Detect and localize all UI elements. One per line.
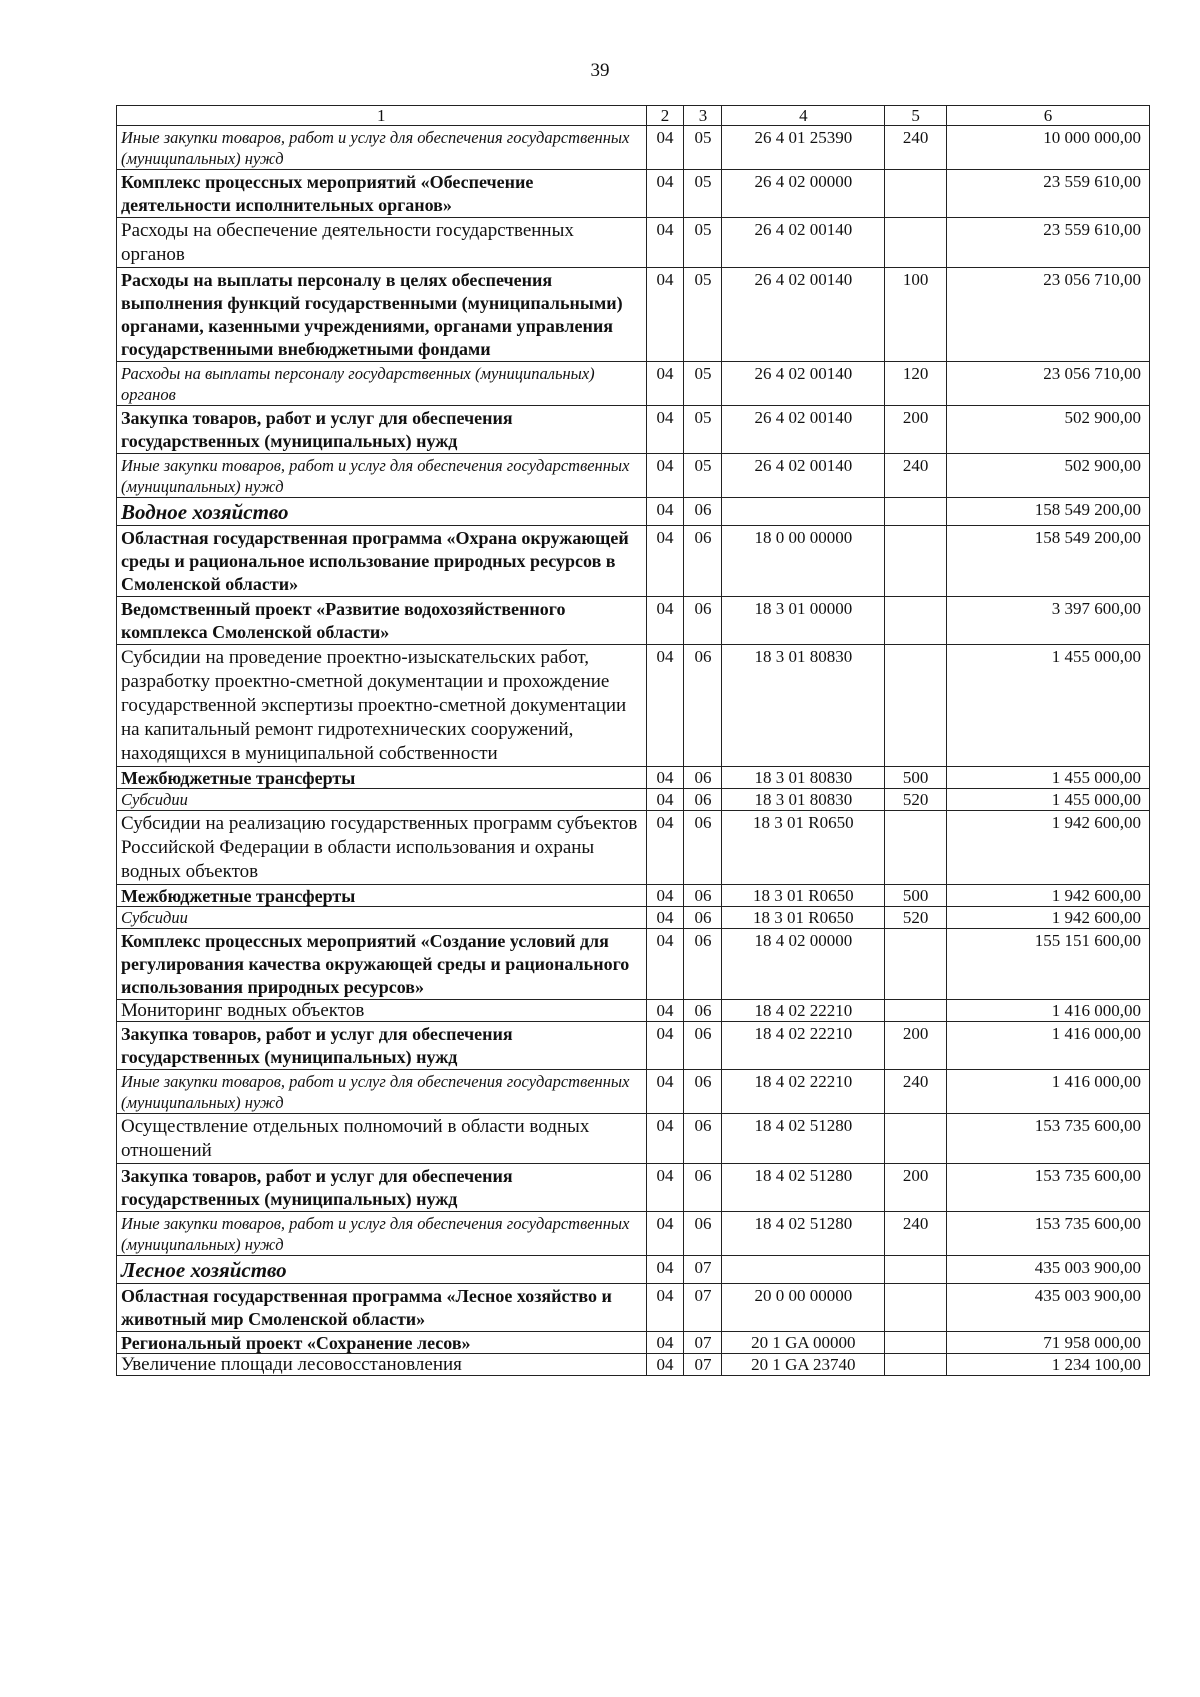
amount-cell: 1 455 000,00 <box>947 645 1150 767</box>
row-name-cell: Комплекс процессных мероприятий «Создание условий для регулирования качества окружающей среды и рационального использования природных ресурсов» <box>117 929 647 1000</box>
target-article-cell: 18 4 02 51280 <box>722 1164 885 1212</box>
subsection-code-cell: 07 <box>684 1332 722 1354</box>
target-article-cell: 26 4 02 00140 <box>722 362 885 406</box>
table-row <box>117 1000 1150 1022</box>
section-code-cell: 04 <box>646 268 684 362</box>
amount-cell: 502 900,00 <box>947 454 1150 498</box>
expense-type-cell: 100 <box>885 268 947 362</box>
row-name-cell: Закупка товаров, работ и услуг для обеспечения государственных (муниципальных) нужд <box>117 1022 647 1070</box>
expense-type-cell: 240 <box>885 1070 947 1114</box>
table-row <box>117 218 1150 268</box>
target-article-cell: 18 4 02 22210 <box>722 1070 885 1114</box>
amount-cell: 1 416 000,00 <box>947 1000 1150 1022</box>
table-row <box>117 362 1150 406</box>
table-row <box>117 126 1150 170</box>
section-code-cell: 04 <box>646 126 684 170</box>
section-code-cell: 04 <box>646 929 684 1000</box>
subsection-code-cell: 06 <box>684 1070 722 1114</box>
target-article-cell <box>722 498 885 526</box>
amount-cell: 158 549 200,00 <box>947 498 1150 526</box>
subsection-code-cell: 06 <box>684 1114 722 1164</box>
subsection-code-cell: 06 <box>684 597 722 645</box>
expense-type-cell <box>885 526 947 597</box>
page-number: 39 <box>590 60 610 81</box>
expense-type-cell: 200 <box>885 1022 947 1070</box>
expense-type-cell <box>885 1332 947 1354</box>
table-row <box>117 526 1150 597</box>
section-code-cell: 04 <box>646 1284 684 1332</box>
subsection-code-cell: 06 <box>684 767 722 789</box>
target-article-cell: 18 3 01 R0650 <box>722 811 885 885</box>
section-code-cell: 04 <box>646 767 684 789</box>
table-row <box>117 907 1150 929</box>
table-row <box>117 597 1150 645</box>
target-article-cell: 18 0 00 00000 <box>722 526 885 597</box>
target-article-cell: 18 3 01 80830 <box>722 767 885 789</box>
expense-type-cell <box>885 1000 947 1022</box>
expense-type-cell <box>885 811 947 885</box>
amount-cell: 155 151 600,00 <box>947 929 1150 1000</box>
amount-cell: 1 416 000,00 <box>947 1022 1150 1070</box>
target-article-cell: 26 4 02 00140 <box>722 268 885 362</box>
column-header: 1 <box>117 106 647 126</box>
section-code-cell: 04 <box>646 1000 684 1022</box>
amount-cell: 23 056 710,00 <box>947 268 1150 362</box>
subsection-code-cell: 07 <box>684 1256 722 1284</box>
expense-type-cell: 240 <box>885 454 947 498</box>
row-name-cell: Субсидии <box>117 789 647 811</box>
subsection-code-cell: 06 <box>684 1000 722 1022</box>
row-name-cell: Закупка товаров, работ и услуг для обеспечения государственных (муниципальных) нужд <box>117 406 647 454</box>
row-name-cell: Расходы на выплаты персоналу государственных (муниципальных) органов <box>117 362 647 406</box>
target-article-cell: 26 4 02 00140 <box>722 454 885 498</box>
target-article-cell: 26 4 02 00140 <box>722 406 885 454</box>
target-article-cell: 18 4 02 22210 <box>722 1022 885 1070</box>
table-row <box>117 767 1150 789</box>
row-name-cell: Иные закупки товаров, работ и услуг для обеспечения государственных (муниципальных) нужд <box>117 1070 647 1114</box>
table-row <box>117 1332 1150 1354</box>
amount-cell: 23 559 610,00 <box>947 218 1150 268</box>
section-code-cell: 04 <box>646 454 684 498</box>
amount-cell: 23 056 710,00 <box>947 362 1150 406</box>
subsection-code-cell: 06 <box>684 811 722 885</box>
subsection-code-cell: 05 <box>684 268 722 362</box>
expense-type-cell <box>885 1256 947 1284</box>
section-code-cell: 04 <box>646 1354 684 1376</box>
target-article-cell: 18 3 01 00000 <box>722 597 885 645</box>
expense-type-cell <box>885 498 947 526</box>
subsection-code-cell: 06 <box>684 645 722 767</box>
expense-type-cell: 240 <box>885 1212 947 1256</box>
target-article-cell: 18 4 02 00000 <box>722 929 885 1000</box>
table-row <box>117 1022 1150 1070</box>
amount-cell: 10 000 000,00 <box>947 126 1150 170</box>
section-code-cell: 04 <box>646 907 684 929</box>
target-article-cell: 18 4 02 22210 <box>722 1000 885 1022</box>
row-name-cell: Областная государственная программа «Лесное хозяйство и животный мир Смоленской области» <box>117 1284 647 1332</box>
section-code-cell: 04 <box>646 597 684 645</box>
row-name-cell: Водное хозяйство <box>117 498 647 526</box>
subsection-code-cell: 05 <box>684 218 722 268</box>
row-name-cell: Закупка товаров, работ и услуг для обеспечения государственных (муниципальных) нужд <box>117 1164 647 1212</box>
subsection-code-cell: 07 <box>684 1354 722 1376</box>
row-name-cell: Межбюджетные трансферты <box>117 767 647 789</box>
amount-cell: 153 735 600,00 <box>947 1114 1150 1164</box>
subsection-code-cell: 07 <box>684 1284 722 1332</box>
row-name-cell: Ведомственный проект «Развитие водохозяйственного комплекса Смоленской области» <box>117 597 647 645</box>
column-header: 2 <box>646 106 684 126</box>
expense-type-cell <box>885 170 947 218</box>
target-article-cell <box>722 1256 885 1284</box>
subsection-code-cell: 05 <box>684 362 722 406</box>
section-code-cell: 04 <box>646 1022 684 1070</box>
subsection-code-cell: 06 <box>684 907 722 929</box>
amount-cell: 435 003 900,00 <box>947 1256 1150 1284</box>
expense-type-cell: 500 <box>885 885 947 907</box>
table-row <box>117 885 1150 907</box>
expense-type-cell <box>885 1284 947 1332</box>
row-name-cell: Субсидии на проведение проектно-изыскательских работ, разработку проектно-сметной документации и прохождение государственной экспертизы проектно-сметной документации на капитальный ремонт гидротехнических сооружений, находящихся в муниципальной собственности <box>117 645 647 767</box>
amount-cell: 502 900,00 <box>947 406 1150 454</box>
section-code-cell: 04 <box>646 498 684 526</box>
table-row <box>117 929 1150 1000</box>
amount-cell: 435 003 900,00 <box>947 1284 1150 1332</box>
row-name-cell: Иные закупки товаров, работ и услуг для обеспечения государственных (муниципальных) нужд <box>117 1212 647 1256</box>
section-code-cell: 04 <box>646 1332 684 1354</box>
expense-type-cell: 520 <box>885 789 947 811</box>
target-article-cell: 26 4 02 00000 <box>722 170 885 218</box>
subsection-code-cell: 06 <box>684 1022 722 1070</box>
amount-cell: 71 958 000,00 <box>947 1332 1150 1354</box>
row-name-cell: Осуществление отдельных полномочий в области водных отношений <box>117 1114 647 1164</box>
section-code-cell: 04 <box>646 218 684 268</box>
row-name-cell: Увеличение площади лесовосстановления <box>117 1354 647 1376</box>
expense-type-cell: 200 <box>885 406 947 454</box>
table-row <box>117 498 1150 526</box>
subsection-code-cell: 05 <box>684 170 722 218</box>
section-code-cell: 04 <box>646 1114 684 1164</box>
expense-type-cell <box>885 645 947 767</box>
column-header: 5 <box>885 106 947 126</box>
row-name-cell: Региональный проект «Сохранение лесов» <box>117 1332 647 1354</box>
row-name-cell: Расходы на обеспечение деятельности государственных органов <box>117 218 647 268</box>
amount-cell: 1 455 000,00 <box>947 789 1150 811</box>
column-header: 4 <box>722 106 885 126</box>
subsection-code-cell: 06 <box>684 526 722 597</box>
table-row <box>117 789 1150 811</box>
target-article-cell: 20 1 GA 23740 <box>722 1354 885 1376</box>
amount-cell: 1 942 600,00 <box>947 907 1150 929</box>
column-header: 3 <box>684 106 722 126</box>
amount-cell: 23 559 610,00 <box>947 170 1150 218</box>
amount-cell: 1 416 000,00 <box>947 1070 1150 1114</box>
expense-type-cell <box>885 597 947 645</box>
expense-type-cell: 120 <box>885 362 947 406</box>
row-name-cell: Мониторинг водных объектов <box>117 1000 647 1022</box>
expense-type-cell <box>885 929 947 1000</box>
row-name-cell: Субсидии <box>117 907 647 929</box>
target-article-cell: 18 4 02 51280 <box>722 1212 885 1256</box>
column-header: 6 <box>947 106 1150 126</box>
target-article-cell: 26 4 01 25390 <box>722 126 885 170</box>
section-code-cell: 04 <box>646 362 684 406</box>
target-article-cell: 18 3 01 80830 <box>722 645 885 767</box>
subsection-code-cell: 06 <box>684 929 722 1000</box>
table-header-row <box>117 106 1150 126</box>
row-name-cell: Межбюджетные трансферты <box>117 885 647 907</box>
target-article-cell: 26 4 02 00140 <box>722 218 885 268</box>
amount-cell: 1 942 600,00 <box>947 885 1150 907</box>
section-code-cell: 04 <box>646 526 684 597</box>
subsection-code-cell: 05 <box>684 406 722 454</box>
target-article-cell: 20 0 00 00000 <box>722 1284 885 1332</box>
subsection-code-cell: 06 <box>684 789 722 811</box>
row-name-cell: Иные закупки товаров, работ и услуг для обеспечения государственных (муниципальных) нужд <box>117 454 647 498</box>
section-code-cell: 04 <box>646 645 684 767</box>
subsection-code-cell: 06 <box>684 1212 722 1256</box>
row-name-cell: Областная государственная программа «Охрана окружающей среды и рациональное использование природных ресурсов в Смоленской области» <box>117 526 647 597</box>
table-row <box>117 1256 1150 1284</box>
target-article-cell: 18 3 01 80830 <box>722 789 885 811</box>
amount-cell: 1 942 600,00 <box>947 811 1150 885</box>
table-row <box>117 268 1150 362</box>
amount-cell: 158 549 200,00 <box>947 526 1150 597</box>
budget-table <box>116 105 1150 1376</box>
expense-type-cell: 240 <box>885 126 947 170</box>
expense-type-cell <box>885 1354 947 1376</box>
amount-cell: 153 735 600,00 <box>947 1212 1150 1256</box>
target-article-cell: 18 3 01 R0650 <box>722 907 885 929</box>
subsection-code-cell: 06 <box>684 1164 722 1212</box>
table-row <box>117 406 1150 454</box>
expense-type-cell: 500 <box>885 767 947 789</box>
section-code-cell: 04 <box>646 1212 684 1256</box>
target-article-cell: 18 3 01 R0650 <box>722 885 885 907</box>
table-row <box>117 1354 1150 1376</box>
table-row <box>117 454 1150 498</box>
subsection-code-cell: 06 <box>684 498 722 526</box>
section-code-cell: 04 <box>646 1256 684 1284</box>
amount-cell: 1 455 000,00 <box>947 767 1150 789</box>
section-code-cell: 04 <box>646 789 684 811</box>
row-name-cell: Субсидии на реализацию государственных программ субъектов Российской Федерации в области использования и охраны водных объектов <box>117 811 647 885</box>
table-row <box>117 811 1150 885</box>
expense-type-cell: 200 <box>885 1164 947 1212</box>
table-row <box>117 1284 1150 1332</box>
row-name-cell: Расходы на выплаты персоналу в целях обеспечения выполнения функций государственными (муниципальными) органами, казенными учреждениями, органами управления государственными внебюджетными фондами <box>117 268 647 362</box>
amount-cell: 1 234 100,00 <box>947 1354 1150 1376</box>
target-article-cell: 20 1 GA 00000 <box>722 1332 885 1354</box>
section-code-cell: 04 <box>646 885 684 907</box>
table-row <box>117 1070 1150 1114</box>
table-row <box>117 1212 1150 1256</box>
subsection-code-cell: 06 <box>684 885 722 907</box>
expense-type-cell <box>885 218 947 268</box>
section-code-cell: 04 <box>646 1164 684 1212</box>
table-body <box>117 126 1150 1376</box>
amount-cell: 3 397 600,00 <box>947 597 1150 645</box>
table-row <box>117 170 1150 218</box>
row-name-cell: Комплекс процессных мероприятий «Обеспечение деятельности исполнительных органов» <box>117 170 647 218</box>
table-row <box>117 645 1150 767</box>
subsection-code-cell: 05 <box>684 126 722 170</box>
expense-type-cell <box>885 1114 947 1164</box>
amount-cell: 153 735 600,00 <box>947 1164 1150 1212</box>
section-code-cell: 04 <box>646 811 684 885</box>
table-row <box>117 1114 1150 1164</box>
target-article-cell: 18 4 02 51280 <box>722 1114 885 1164</box>
section-code-cell: 04 <box>646 406 684 454</box>
row-name-cell: Иные закупки товаров, работ и услуг для обеспечения государственных (муниципальных) нужд <box>117 126 647 170</box>
expense-type-cell: 520 <box>885 907 947 929</box>
row-name-cell: Лесное хозяйство <box>117 1256 647 1284</box>
section-code-cell: 04 <box>646 170 684 218</box>
subsection-code-cell: 05 <box>684 454 722 498</box>
table-row <box>117 1164 1150 1212</box>
section-code-cell: 04 <box>646 1070 684 1114</box>
